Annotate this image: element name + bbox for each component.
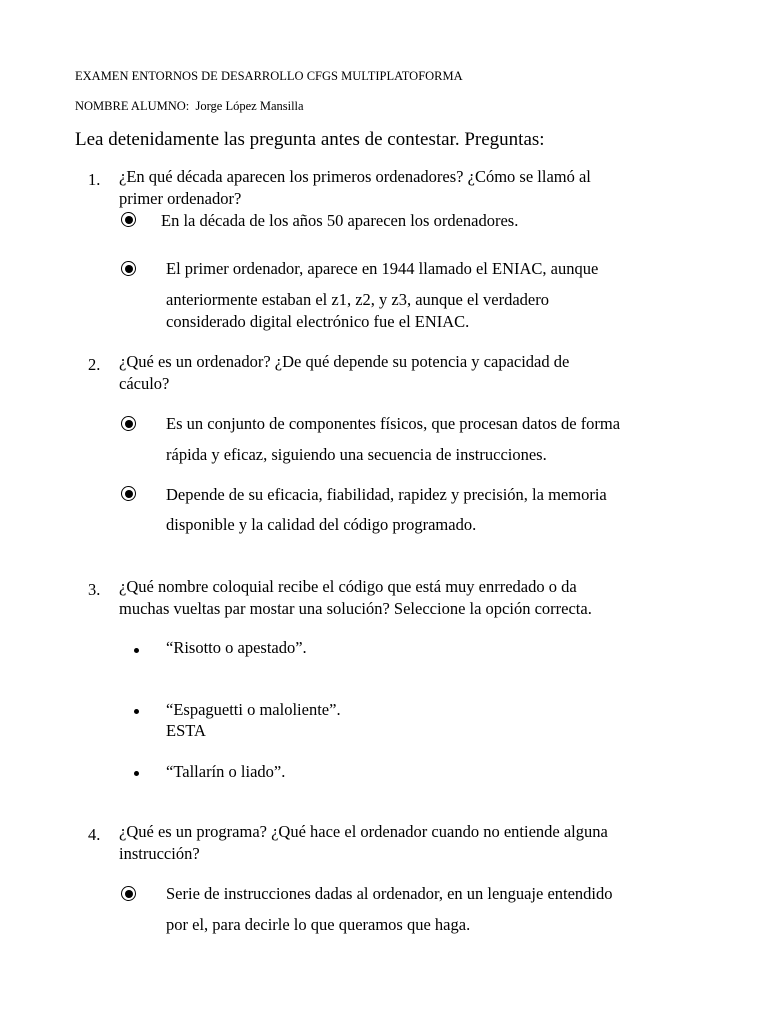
option-text: “Tallarín o liado”. xyxy=(166,762,286,781)
question-text: ¿Qué nombre coloquial recibe el código que está muy enrredado o da xyxy=(119,577,577,596)
question-number: 2. xyxy=(88,355,101,374)
question-text: ¿Qué es un ordenador? ¿De qué depende su potencia y capacidad de xyxy=(119,352,570,371)
answer-text: disponible y la calidad del código programado. xyxy=(166,515,477,534)
answer-text: Serie de instrucciones dadas al ordenador, en un lenguaje entendido xyxy=(166,884,613,903)
bullet-icon xyxy=(134,771,139,776)
answer-text: anteriormente estaban el z1, z2, y z3, aunque el verdadero xyxy=(166,290,549,309)
radio-selected-icon xyxy=(121,261,136,276)
answer-text: En la década de los años 50 aparecen los ordenadores. xyxy=(161,211,519,230)
question-text: instrucción? xyxy=(119,844,200,863)
option-text: “Espaguetti o maloliente”. xyxy=(166,700,341,719)
student-label: NOMBRE ALUMNO: xyxy=(75,99,190,113)
answer-text: Es un conjunto de componentes físicos, que procesan datos de forma xyxy=(166,414,621,433)
question-text: primer ordenador? xyxy=(119,189,242,208)
intro-text: Lea detenidamente las pregunta antes de contestar. Preguntas: xyxy=(75,129,545,150)
student-line xyxy=(75,99,304,114)
radio-selected-icon xyxy=(121,886,136,901)
question-number: 4. xyxy=(88,825,101,844)
question-text: ¿En qué década aparecen los primeros ordenadores? ¿Cómo se llamó al xyxy=(119,167,591,186)
bullet-icon xyxy=(134,648,139,653)
answer-text: considerado digital electrónico fue el ENIAC. xyxy=(166,312,470,331)
answer-text: por el, para decirle lo que queramos que haga. xyxy=(166,915,471,934)
question-number: 3. xyxy=(88,580,101,599)
question-text: cáculo? xyxy=(119,374,170,393)
radio-selected-icon xyxy=(121,486,136,501)
answer-text: rápida y eficaz, siguiendo una secuencia de instrucciones. xyxy=(166,445,547,464)
question-text: muchas vueltas par mostar una solución? Seleccione la opción correcta. xyxy=(119,599,592,618)
question-text: ¿Qué es un programa? ¿Qué hace el ordenador cuando no entiende alguna xyxy=(119,822,608,841)
question-number: 1. xyxy=(88,170,101,189)
option-marker-text: ESTA xyxy=(166,721,206,740)
radio-selected-icon xyxy=(121,212,136,227)
radio-selected-icon xyxy=(121,416,136,431)
student-name: Jorge López Mansilla xyxy=(195,99,304,113)
answer-text: El primer ordenador, aparece en 1944 llamado el ENIAC, aunque xyxy=(166,259,599,278)
option-text: “Risotto o apestado”. xyxy=(166,638,307,657)
answer-text: Depende de su eficacia, fiabilidad, rapidez y precisión, la memoria xyxy=(166,485,607,504)
exam-title: EXAMEN ENTORNOS DE DESARROLLO CFGS MULTIPLATOFORMA xyxy=(75,69,463,83)
bullet-icon xyxy=(134,709,139,714)
